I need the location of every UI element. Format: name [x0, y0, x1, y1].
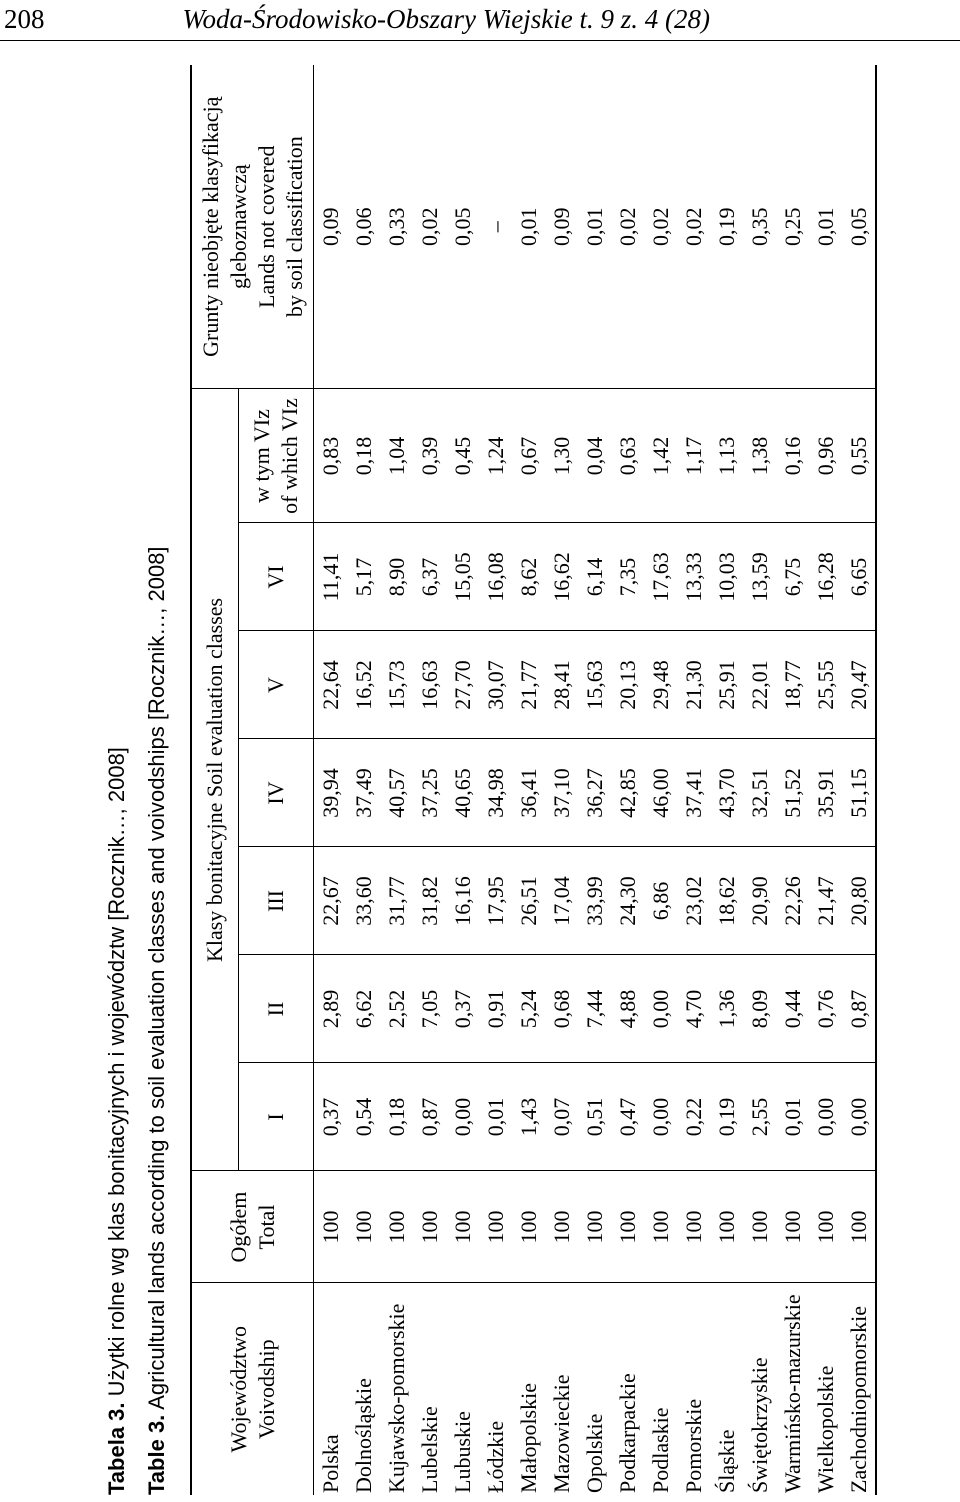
cell-class-iv: 37,10 [545, 739, 578, 847]
header-class-ii: II [239, 955, 314, 1063]
table-body [314, 65, 877, 1495]
cell-class-iii: 22,26 [776, 847, 809, 955]
cell-class-iii: 22,67 [314, 847, 348, 955]
cell-class-i: 0,00 [842, 1063, 876, 1171]
header-rule [0, 40, 960, 41]
cell-total: 100 [380, 1171, 413, 1283]
cell-class-i: 0,51 [578, 1063, 611, 1171]
cell-class-v: 18,77 [776, 631, 809, 739]
cell-class-v: 22,64 [314, 631, 348, 739]
cell-class-i: 0,00 [809, 1063, 842, 1171]
table-row [512, 65, 545, 1495]
header-voivodship-pl: Województwo [225, 1325, 251, 1453]
cell-class-vi: 13,59 [743, 523, 776, 631]
cell-total: 100 [842, 1171, 876, 1283]
header-not-covered-en-2: by soil classification [281, 136, 307, 318]
cell-class-iii: 31,82 [413, 847, 446, 955]
header-class-i: I [239, 1063, 314, 1171]
cell-class-vi: 8,62 [512, 523, 545, 631]
table-row [842, 65, 876, 1495]
cell-total: 100 [479, 1171, 512, 1283]
header-class-vi: VI [239, 523, 314, 631]
table-head [191, 65, 314, 1495]
cell-class-i: 1,43 [512, 1063, 545, 1171]
soil-class-table [190, 65, 877, 1495]
cell-class-i: 0,00 [446, 1063, 479, 1171]
cell-class-iii: 23,02 [677, 847, 710, 955]
row-name: Polska [314, 1283, 348, 1495]
cell-class-iv: 39,94 [314, 739, 348, 847]
cell-class-v: 30,07 [479, 631, 512, 739]
cell-class-iv: 40,65 [446, 739, 479, 847]
cell-class-iv: 34,98 [479, 739, 512, 847]
cell-not-covered: 0,09 [549, 207, 574, 246]
cell-not-covered: 0,19 [714, 207, 739, 246]
cell-total: 100 [710, 1171, 743, 1283]
cell-class-iii: 21,47 [809, 847, 842, 955]
cell-class-ii: 0,76 [809, 955, 842, 1063]
cell-class-iv: 51,52 [776, 739, 809, 847]
cell-total: 100 [677, 1171, 710, 1283]
cell-of-which-viz: 0,16 [776, 389, 809, 523]
header-total-pl: Ogółem [225, 1191, 251, 1263]
journal-title: Woda-Środowisko-Obszary Wiejskie t. 9 z. 4 (28) [182, 4, 710, 34]
cell-class-ii: 7,44 [578, 955, 611, 1063]
cell-class-iv: 37,41 [677, 739, 710, 847]
cell-class-iv: 42,85 [611, 739, 644, 847]
header-not-covered-en-1: Lands not covered [253, 145, 279, 308]
cell-of-which-viz: 1,17 [677, 389, 710, 523]
cell-not-covered: 0,06 [351, 207, 376, 246]
row-name: Warmińsko-mazurskie [776, 1283, 809, 1495]
cell-total: 100 [512, 1171, 545, 1283]
row-name: Mazowieckie [545, 1283, 578, 1495]
header-soil-classes: Klasy bonitacyjne Soil evaluation classes [191, 389, 239, 1171]
cell-not-covered: 0,05 [842, 65, 876, 389]
table-row [809, 65, 842, 1495]
cell-not-covered: 0,02 [417, 207, 442, 246]
table-row [578, 65, 611, 1495]
table-row [710, 65, 743, 1495]
cell-not-covered: 0,01 [582, 207, 607, 246]
cell-class-vi: 16,62 [545, 523, 578, 631]
cell-class-vi: 11,41 [314, 523, 348, 631]
header-voivodship [191, 1283, 314, 1495]
cell-class-i: 0,01 [776, 1063, 809, 1171]
header-of-which-en: of which VIz [277, 398, 302, 514]
cell-total: 100 [578, 1171, 611, 1283]
cell-of-which-viz: 0,83 [314, 389, 348, 523]
cell-not-covered: 0,02 [681, 207, 706, 246]
cell-class-v: 15,73 [380, 631, 413, 739]
table-row [743, 65, 776, 1495]
row-name: Łódzkie [479, 1283, 512, 1495]
cell-class-iv: 36,41 [512, 739, 545, 847]
cell-class-v: 15,63 [578, 631, 611, 739]
cell-class-ii: 2,89 [314, 955, 348, 1063]
table-row [413, 65, 446, 1495]
cell-class-iii: 31,77 [380, 847, 413, 955]
cell-of-which-viz: 0,04 [578, 389, 611, 523]
cell-class-v: 20,13 [611, 631, 644, 739]
cell-class-vi: 6,37 [413, 523, 446, 631]
cell-not-covered: 0,09 [318, 207, 343, 246]
header-class-iv: IV [239, 739, 314, 847]
row-name: Lubelskie [413, 1283, 446, 1495]
caption-english-text: Agricultural lands according to soil evaluation classes and voivodships [Rocznik…, 2008] [144, 546, 169, 1415]
cell-class-iii: 26,51 [512, 847, 545, 955]
cell-class-ii: 0,68 [545, 955, 578, 1063]
table-row [314, 65, 348, 1495]
cell-class-iv: 32,51 [743, 739, 776, 847]
cell-class-iv: 37,25 [413, 739, 446, 847]
cell-class-iii: 33,60 [347, 847, 380, 955]
cell-class-vi: 15,05 [446, 523, 479, 631]
header-voivodship-en: Voivodship [253, 1339, 279, 1440]
cell-class-ii: 4,88 [611, 955, 644, 1063]
cell-total: 100 [743, 1171, 776, 1283]
cell-class-i: 0,18 [380, 1063, 413, 1171]
cell-class-i: 0,01 [479, 1063, 512, 1171]
table-row [479, 65, 512, 1495]
cell-of-which-viz: 1,04 [380, 389, 413, 523]
cell-class-i: 0,54 [347, 1063, 380, 1171]
cell-class-iii: 20,80 [842, 847, 876, 955]
cell-class-i: 0,00 [644, 1063, 677, 1171]
header-of-which-viz [239, 389, 314, 523]
row-name: Podkarpackie [611, 1283, 644, 1495]
cell-class-i: 0,37 [314, 1063, 348, 1171]
caption-polish-label: Tabela 3. [104, 1402, 129, 1495]
caption-english-label: Table 3. [144, 1414, 169, 1495]
caption-polish-text: Użytki rolne wg klas bonitacyjnych i województw [Rocznik…, 2008] [104, 747, 129, 1403]
cell-class-ii: 8,09 [743, 955, 776, 1063]
cell-class-i: 0,47 [611, 1063, 644, 1171]
cell-of-which-viz: 0,55 [842, 389, 876, 523]
cell-class-ii: 7,05 [413, 955, 446, 1063]
cell-class-iii: 17,95 [479, 847, 512, 955]
cell-not-covered: 0,35 [747, 207, 772, 246]
cell-class-iii: 33,99 [578, 847, 611, 955]
cell-class-iii: 16,16 [446, 847, 479, 955]
row-name: Kujawsko-pomorskie [380, 1283, 413, 1495]
cell-class-vi: 6,75 [776, 523, 809, 631]
cell-class-vi: 16,28 [809, 523, 842, 631]
cell-not-covered: 0,25 [780, 207, 805, 246]
cell-class-ii: 0,44 [776, 955, 809, 1063]
row-name: Dolnośląskie [347, 1283, 380, 1495]
cell-class-v: 29,48 [644, 631, 677, 739]
cell-class-vi: 17,63 [644, 523, 677, 631]
cell-class-v: 16,63 [413, 631, 446, 739]
header-class-iii: III [239, 847, 314, 955]
cell-class-i: 0,19 [710, 1063, 743, 1171]
cell-class-iii: 6,86 [644, 847, 677, 955]
cell-class-v: 16,52 [347, 631, 380, 739]
row-name: Lubuskie [446, 1283, 479, 1495]
cell-total: 100 [611, 1171, 644, 1283]
rotated-table-area [0, 65, 880, 1495]
cell-class-v: 21,77 [512, 631, 545, 739]
row-name: Zachodniopomorskie [842, 1283, 876, 1495]
row-name: Wielkopolskie [809, 1283, 842, 1495]
table-row [446, 65, 479, 1495]
cell-class-ii: 2,52 [380, 955, 413, 1063]
cell-class-iv: 40,57 [380, 739, 413, 847]
cell-of-which-viz: 1,30 [545, 389, 578, 523]
cell-class-ii: 5,24 [512, 955, 545, 1063]
cell-total: 100 [545, 1171, 578, 1283]
table-row [545, 65, 578, 1495]
row-name: Pomorskie [677, 1283, 710, 1495]
row-name: Śląskie [710, 1283, 743, 1495]
cell-total: 100 [314, 1171, 348, 1283]
cell-class-i: 0,87 [413, 1063, 446, 1171]
cell-not-covered: 0,02 [648, 207, 673, 246]
cell-not-covered: 0,01 [813, 207, 838, 246]
cell-not-covered: – [483, 221, 508, 233]
cell-class-i: 0,07 [545, 1063, 578, 1171]
cell-class-iv: 36,27 [578, 739, 611, 847]
cell-class-vi: 13,33 [677, 523, 710, 631]
cell-class-vi: 8,90 [380, 523, 413, 631]
cell-class-v: 28,41 [545, 631, 578, 739]
cell-not-covered: 0,33 [384, 207, 409, 246]
cell-class-iii: 18,62 [710, 847, 743, 955]
table-row [347, 65, 380, 1495]
cell-total: 100 [809, 1171, 842, 1283]
cell-of-which-viz: 0,45 [446, 389, 479, 523]
row-name: Podlaskie [644, 1283, 677, 1495]
table-row [611, 65, 644, 1495]
cell-class-v: 20,47 [842, 631, 876, 739]
cell-of-which-viz: 0,63 [611, 389, 644, 523]
cell-class-vi: 7,35 [611, 523, 644, 631]
cell-class-iv: 51,15 [842, 739, 876, 847]
table-row [677, 65, 710, 1495]
cell-of-which-viz: 1,38 [743, 389, 776, 523]
cell-class-iv: 37,49 [347, 739, 380, 847]
cell-class-vi: 6,65 [842, 523, 876, 631]
cell-class-v: 25,91 [710, 631, 743, 739]
header-class-v: V [239, 631, 314, 739]
table-row [380, 65, 413, 1495]
cell-class-iv: 46,00 [644, 739, 677, 847]
cell-total: 100 [644, 1171, 677, 1283]
caption-english [144, 546, 170, 1495]
cell-of-which-viz: 0,39 [413, 389, 446, 523]
table-row [644, 65, 677, 1495]
row-name: Świętokrzyskie [743, 1283, 776, 1495]
cell-of-which-viz: 1,13 [710, 389, 743, 523]
row-name: Opolskie [578, 1283, 611, 1495]
cell-of-which-viz: 1,24 [479, 389, 512, 523]
page-number: 208 [4, 4, 45, 34]
cell-not-covered: 0,02 [615, 207, 640, 246]
cell-class-i: 2,55 [743, 1063, 776, 1171]
cell-class-iv: 35,91 [809, 739, 842, 847]
caption-polish [104, 747, 130, 1495]
cell-class-ii: 6,62 [347, 955, 380, 1063]
cell-class-iii: 17,04 [545, 847, 578, 955]
cell-class-vi: 5,17 [347, 523, 380, 631]
cell-class-v: 22,01 [743, 631, 776, 739]
cell-class-vi: 10,03 [710, 523, 743, 631]
cell-total: 100 [347, 1171, 380, 1283]
cell-total: 100 [776, 1171, 809, 1283]
header-total [191, 1171, 314, 1283]
cell-class-iii: 20,90 [743, 847, 776, 955]
table-row [776, 65, 809, 1495]
cell-class-vi: 6,14 [578, 523, 611, 631]
cell-class-ii: 0,00 [644, 955, 677, 1063]
header-total-en: Total [253, 1204, 279, 1250]
header-not-covered-pl: Grunty nieobjęte klasyfikacją gleboznawczą [197, 96, 251, 357]
cell-of-which-viz: 0,18 [347, 389, 380, 523]
cell-class-ii: 1,36 [710, 955, 743, 1063]
cell-class-ii: 4,70 [677, 955, 710, 1063]
cell-class-v: 27,70 [446, 631, 479, 739]
cell-class-i: 0,22 [677, 1063, 710, 1171]
header-not-covered [191, 65, 314, 389]
cell-class-ii: 0,91 [479, 955, 512, 1063]
cell-not-covered: 0,05 [450, 207, 475, 246]
cell-of-which-viz: 0,96 [809, 389, 842, 523]
cell-of-which-viz: 0,67 [512, 389, 545, 523]
cell-of-which-viz: 1,42 [644, 389, 677, 523]
cell-total: 100 [413, 1171, 446, 1283]
cell-class-vi: 16,08 [479, 523, 512, 631]
cell-class-iii: 24,30 [611, 847, 644, 955]
cell-class-v: 21,30 [677, 631, 710, 739]
row-name: Małopolskie [512, 1283, 545, 1495]
header-of-which-pl: w tym VIz [249, 409, 274, 503]
page-header [0, 0, 960, 44]
cell-total: 100 [446, 1171, 479, 1283]
cell-class-ii: 0,37 [446, 955, 479, 1063]
cell-class-iv: 43,70 [710, 739, 743, 847]
cell-class-ii: 0,87 [842, 955, 876, 1063]
cell-class-v: 25,55 [809, 631, 842, 739]
cell-not-covered: 0,01 [516, 207, 541, 246]
